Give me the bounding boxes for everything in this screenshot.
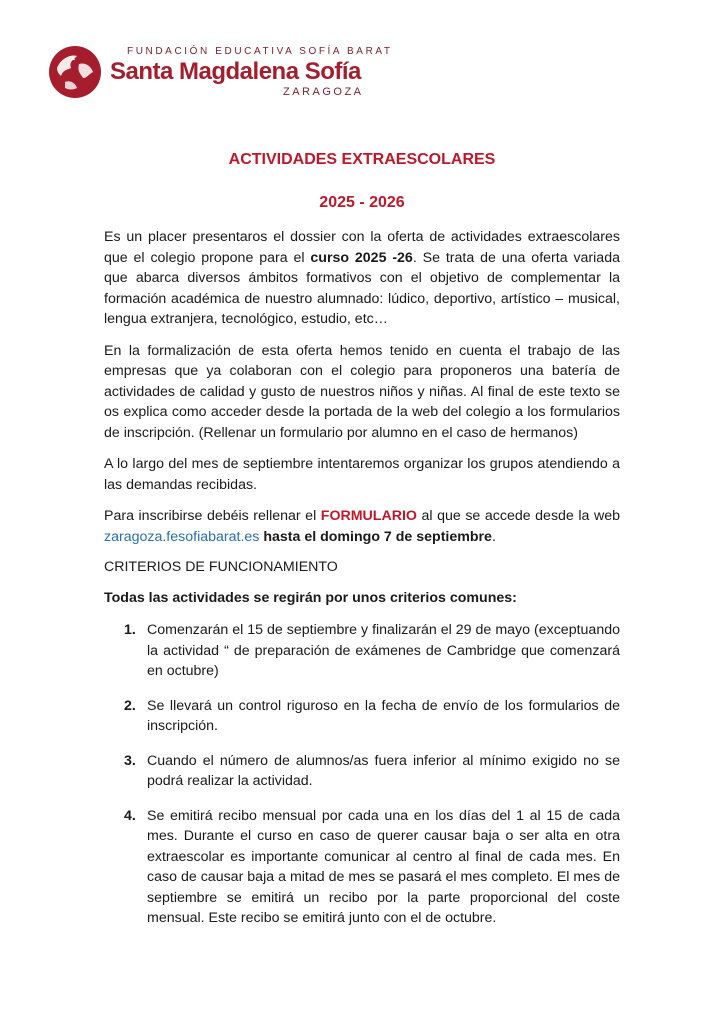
logo-city: ZARAGOZA [283,86,364,98]
intro-paragraph [104,227,620,330]
list-item [104,620,620,682]
list-item-text: Cuando el número de alumnos/as fuera inferior al mínimo exigido no se podrá realizar la actividad. [147,752,620,789]
formalization-paragraph: En la formalización de esta oferta hemos tenido en cuenta el trabajo de las empresas que ya colaboran con el colegio para proponeros una batería de actividades de calidad y gusto de nuestros niños y niñas. Al final de este texto se os explica como acceder desde la portada de la web del colegio a los formularios de inscripción. (Rellenar un formulario por alumno en el caso de hermanos) [104,342,620,441]
registration-paragraph [104,506,620,547]
deadline-text: hasta el domingo 7 de septiembre [259,528,492,545]
criteria-intro: Todas las actividades se regirán por unos criterios comunes: [104,589,517,606]
groups-paragraph: A lo largo del mes de septiembre intentaremos organizar los grupos atendiendo a las demandas recibidas. [104,456,620,493]
list-item-text: Se llevará un control riguroso en la fecha de envío de los formularios de inscripción. [147,697,620,734]
list-item-text: Comenzarán el 15 de septiembre y finalizarán el 29 de mayo (exceptuando la actividad “ de preparación de exámenes de Cambridge que comenzará en octubre) [147,622,620,679]
criteria-list [104,620,620,929]
registration-text-a: Para inscribirse debéis rellenar el [104,508,321,524]
document-body [104,150,620,943]
list-item-text: Se emitirá recibo mensual por cada una en los días del 1 al 15 de cada mes. Durante el curso en caso de querer causar baja o ser alta en otra extraescolar es importante comunicar al centro al final de cada mes. En caso de causar baja a mitad de mes se pasará el mes completo. El mes de septiembre se emitirá un recibo por la parte proporcional del coste mensual. Este recibo se emitirá junto con el de octubre. [147,807,620,926]
document-title: ACTIVIDADES EXTRAESCOLARES [228,151,496,168]
list-item [104,696,620,737]
form-keyword: FORMULARIO [320,508,417,524]
list-item-number: 4. [124,807,136,824]
registration-text-c: . [491,528,496,545]
intro-text-b: . Se trata de una oferta variada que abarca diversos ámbitos formativos con el objetivo de complementar la formación académica de nuestro alumnado: lúdico, deportivo, artístico – musical, lengua extranjera, tecnológico, estudio, etc… [104,249,620,327]
list-item-number: 3. [124,752,136,769]
globe-heart-icon [47,44,103,100]
logo-org-line: FUNDACIÓN EDUCATIVA SOFÍA BARAT [127,46,393,57]
list-item-number: 2. [124,697,136,714]
logo-name: Santa Magdalena Sofía [110,58,361,85]
intro-text-a: Es un placer presentaros el dossier con la oferta de actividades extraescolares que el colegio propone para el [104,229,620,266]
list-item [104,751,620,792]
school-logo [47,44,393,100]
registration-text-b: al que se accede desde la web [416,508,621,524]
course-highlight: curso 2025 -26 [310,249,413,266]
list-item [104,806,620,929]
list-item-number: 1. [124,622,136,638]
school-year: 2025 - 2026 [319,193,405,211]
criteria-heading: CRITERIOS DE FUNCIONAMIENTO [104,559,338,575]
website-link[interactable]: zaragoza.fesofiabarat.es [104,528,260,545]
